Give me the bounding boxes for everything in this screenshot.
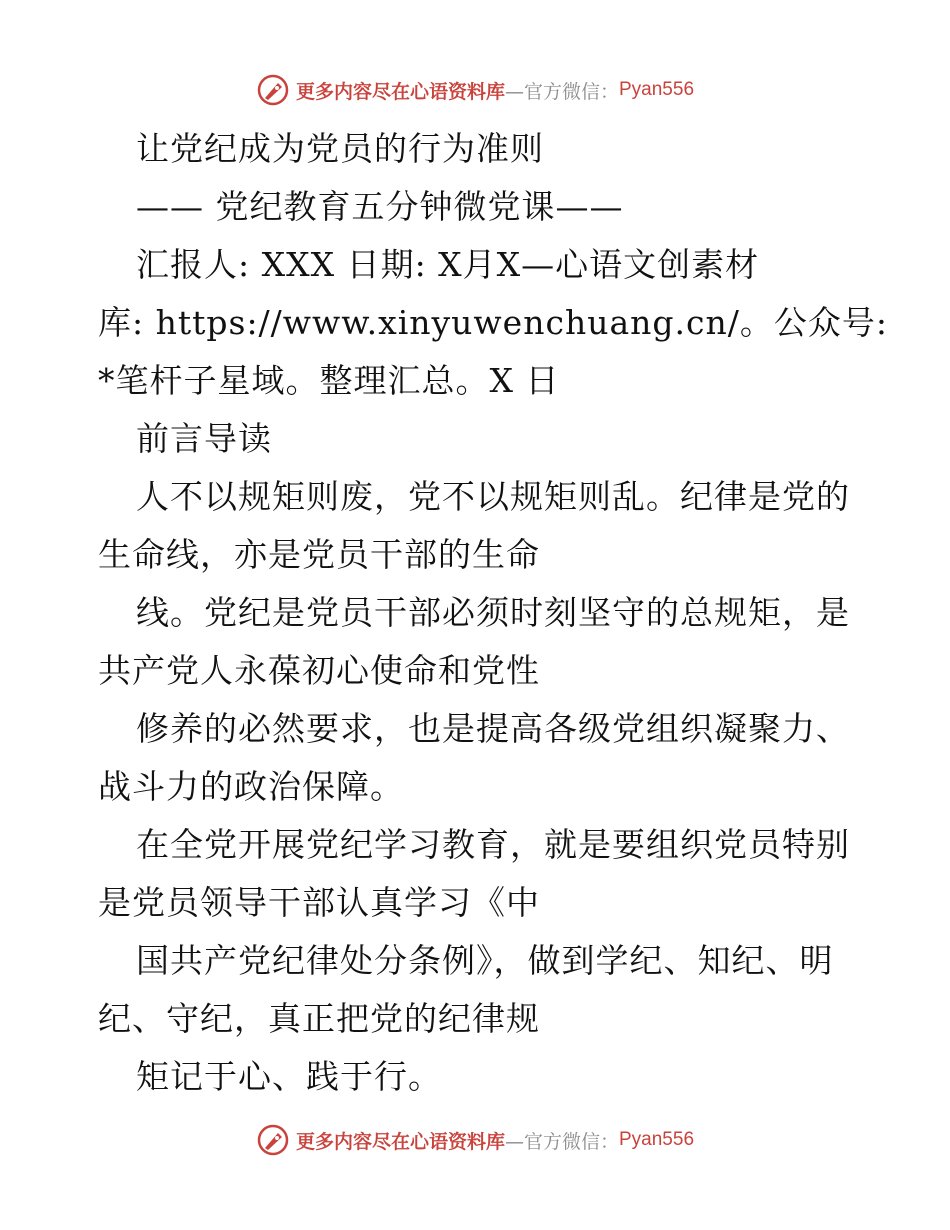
pen-nib-icon <box>256 73 290 107</box>
paragraph-line: 人不以规矩则废，党不以规矩则乱。纪律是党的 <box>136 477 850 516</box>
meta-line: 汇报人: XXX 日期: X月X—心语文创素材 <box>136 245 760 284</box>
header-watermark <box>0 70 950 110</box>
paragraph-line: 在全党开展党纪学习教育，就是要组织党员特别 <box>136 825 850 864</box>
paragraph-line: 战斗力的政治保障。 <box>98 767 404 806</box>
watermark-main-text: 更多内容尽在心语资料库 <box>295 80 505 103</box>
watermark-sub-text: —官方微信： <box>504 80 619 103</box>
watermark-main-text: 更多内容尽在心语资料库 <box>295 1130 505 1153</box>
footer-watermark <box>0 1120 950 1160</box>
paragraph-line: 是党员领导干部认真学习《中 <box>98 883 540 922</box>
watermark-wechat-id: Pyan556 <box>619 1129 695 1150</box>
watermark-wechat-id: Pyan556 <box>619 79 695 100</box>
paragraph-line: 线。党纪是党员干部必须时刻坚守的总规矩，是 <box>136 593 850 632</box>
document-subtitle: —— 党纪教育五分钟微党课—— <box>136 187 624 226</box>
meta-line: 库: https://www.xinyuwenchuang.cn/。公众号: <box>98 303 888 342</box>
section-heading: 前言导读 <box>136 419 272 458</box>
document-body <box>98 120 888 1106</box>
paragraph-line: 共产党人永葆初心使命和党性 <box>98 651 540 690</box>
paragraph-line: 修养的必然要求，也是提高各级党组织凝聚力、 <box>136 709 850 748</box>
paragraph-line: 生命线，亦是党员干部的生命 <box>98 535 540 574</box>
watermark-sub-text: —官方微信： <box>504 1130 619 1153</box>
document-title: 让党纪成为党员的行为准则 <box>136 129 544 168</box>
paragraph-line: 国共产党纪律处分条例》，做到学纪、知纪、明 <box>136 941 834 980</box>
paragraph-line: 纪、守纪，真正把党的纪律规 <box>98 999 540 1038</box>
pen-nib-icon <box>256 1123 290 1157</box>
meta-line: *笔杆子星域。整理汇总。X 日 <box>98 361 560 400</box>
paragraph-line: 矩记于心、践于行。 <box>136 1057 442 1096</box>
